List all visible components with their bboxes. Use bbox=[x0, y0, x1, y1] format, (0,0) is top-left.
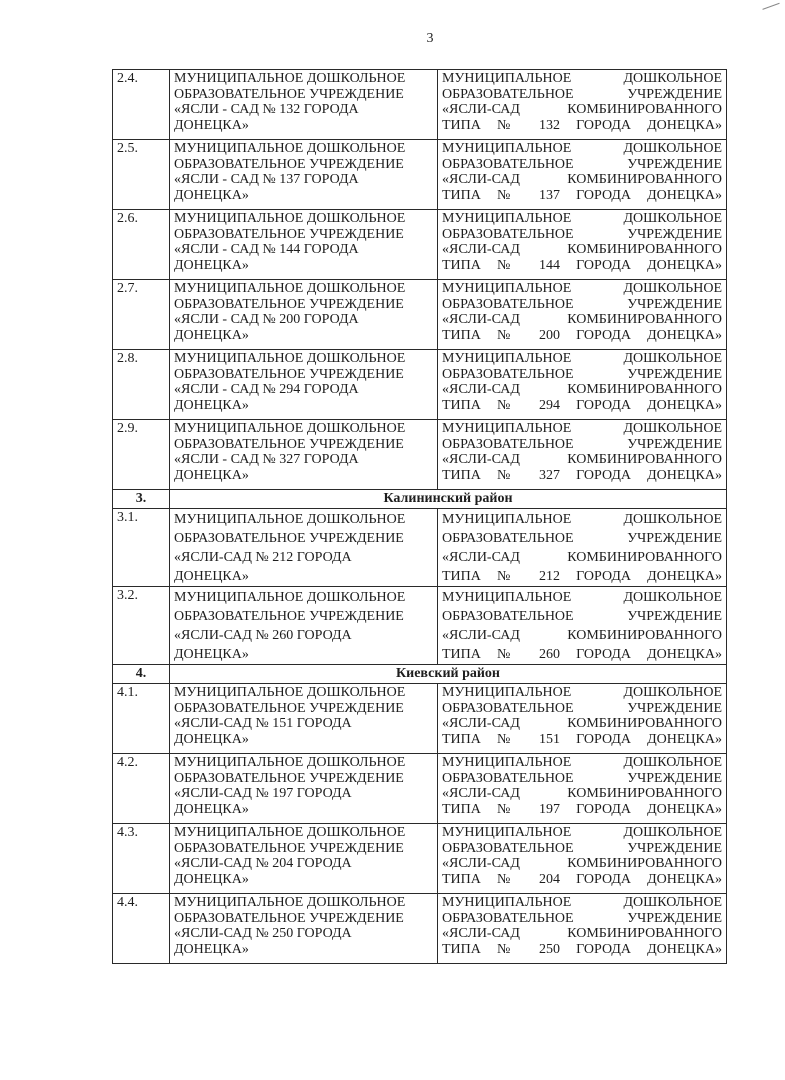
new-name-cell bbox=[438, 894, 727, 964]
new-name-line: ТИПА № 137 ГОРОДА ДОНЕЦКА» bbox=[442, 187, 722, 203]
section-number: 3. bbox=[113, 490, 170, 509]
current-name-line: «ЯСЛИ - САД № 144 ГОРОДА bbox=[174, 242, 359, 257]
new-name-line: «ЯСЛИ-САД КОМБИНИРОВАННОГО bbox=[442, 102, 722, 117]
current-name-line: МУНИЦИПАЛЬНОЕ ДОШКОЛЬНОЕ bbox=[174, 211, 406, 226]
row-number: 4.2. bbox=[113, 754, 170, 824]
current-name-line: ДОНЕЦКА» bbox=[174, 467, 249, 483]
table-row bbox=[113, 280, 727, 350]
current-name-line: ОБРАЗОВАТЕЛЬНОЕ УЧРЕЖДЕНИЕ bbox=[174, 531, 404, 546]
current-name-line: «ЯСЛИ - САД № 132 ГОРОДА bbox=[174, 102, 359, 117]
section-title: Киевский район bbox=[170, 665, 727, 684]
new-name-cell bbox=[438, 587, 727, 665]
new-name-line: «ЯСЛИ-САД КОМБИНИРОВАННОГО bbox=[442, 312, 722, 327]
current-name-line: ОБРАЗОВАТЕЛЬНОЕ УЧРЕЖДЕНИЕ bbox=[174, 366, 404, 382]
current-name-line: ДОНЕЦКА» bbox=[174, 257, 249, 273]
page-number: 3 bbox=[426, 31, 434, 46]
row-number: 2.9. bbox=[113, 420, 170, 490]
current-name-line: ДОНЕЦКА» bbox=[174, 871, 249, 887]
new-name-line: ТИПА № 294 ГОРОДА ДОНЕЦКА» bbox=[442, 397, 722, 413]
scan-edge-mark bbox=[760, 0, 779, 10]
current-name-line: ДОНЕЦКА» bbox=[174, 397, 249, 413]
current-name-line: «ЯСЛИ - САД № 294 ГОРОДА bbox=[174, 382, 359, 397]
current-name-line: МУНИЦИПАЛЬНОЕ ДОШКОЛЬНОЕ bbox=[174, 755, 406, 770]
current-name-line: ОБРАЗОВАТЕЛЬНОЕ УЧРЕЖДЕНИЕ bbox=[174, 840, 404, 856]
new-name-line: ТИПА № 197 ГОРОДА ДОНЕЦКА» bbox=[442, 801, 722, 817]
current-name-line: ОБРАЗОВАТЕЛЬНОЕ УЧРЕЖДЕНИЕ bbox=[174, 296, 404, 312]
current-name-line: МУНИЦИПАЛЬНОЕ ДОШКОЛЬНОЕ bbox=[174, 351, 406, 366]
new-name-line: МУНИЦИПАЛЬНОЕ ДОШКОЛЬНОЕ bbox=[442, 71, 722, 86]
new-name-line: ТИПА № 151 ГОРОДА ДОНЕЦКА» bbox=[442, 731, 722, 747]
row-number: 2.4. bbox=[113, 70, 170, 140]
new-name-line: ОБРАЗОВАТЕЛЬНОЕ УЧРЕЖДЕНИЕ bbox=[442, 366, 722, 382]
new-name-line: МУНИЦИПАЛЬНОЕ ДОШКОЛЬНОЕ bbox=[442, 590, 722, 605]
current-name-line: ДОНЕЦКА» bbox=[174, 327, 249, 343]
new-name-cell bbox=[438, 420, 727, 490]
current-name-line: МУНИЦИПАЛЬНОЕ ДОШКОЛЬНОЕ bbox=[174, 281, 406, 296]
new-name-cell bbox=[438, 824, 727, 894]
new-name-line: «ЯСЛИ-САД КОМБИНИРОВАННОГО bbox=[442, 242, 722, 257]
new-name-line: МУНИЦИПАЛЬНОЕ ДОШКОЛЬНОЕ bbox=[442, 825, 722, 840]
new-name-cell bbox=[438, 350, 727, 420]
current-name-line: «ЯСЛИ - САД № 200 ГОРОДА bbox=[174, 312, 359, 327]
table-row bbox=[113, 587, 727, 665]
current-name-line: ОБРАЗОВАТЕЛЬНОЕ УЧРЕЖДЕНИЕ bbox=[174, 770, 404, 786]
current-name-cell bbox=[170, 280, 438, 350]
new-name-line: ОБРАЗОВАТЕЛЬНОЕ УЧРЕЖДЕНИЕ bbox=[442, 840, 722, 856]
current-name-cell bbox=[170, 420, 438, 490]
new-name-line: «ЯСЛИ-САД КОМБИНИРОВАННОГО bbox=[442, 172, 722, 187]
new-name-line: МУНИЦИПАЛЬНОЕ ДОШКОЛЬНОЕ bbox=[442, 281, 722, 296]
new-name-line: «ЯСЛИ-САД КОМБИНИРОВАННОГО bbox=[442, 550, 722, 565]
new-name-line: ОБРАЗОВАТЕЛЬНОЕ УЧРЕЖДЕНИЕ bbox=[442, 226, 722, 242]
current-name-line: МУНИЦИПАЛЬНОЕ ДОШКОЛЬНОЕ bbox=[174, 141, 406, 156]
table-row bbox=[113, 754, 727, 824]
new-name-cell bbox=[438, 684, 727, 754]
current-name-line: ДОНЕЦКА» bbox=[174, 647, 249, 662]
current-name-cell bbox=[170, 894, 438, 964]
current-name-line: МУНИЦИПАЛЬНОЕ ДОШКОЛЬНОЕ bbox=[174, 685, 406, 700]
row-number: 3.2. bbox=[113, 587, 170, 665]
current-name-line: ОБРАЗОВАТЕЛЬНОЕ УЧРЕЖДЕНИЕ bbox=[174, 436, 404, 452]
new-name-line: ТИПА № 200 ГОРОДА ДОНЕЦКА» bbox=[442, 327, 722, 343]
new-name-cell bbox=[438, 280, 727, 350]
new-name-line: МУНИЦИПАЛЬНОЕ ДОШКОЛЬНОЕ bbox=[442, 685, 722, 700]
current-name-line: МУНИЦИПАЛЬНОЕ ДОШКОЛЬНОЕ bbox=[174, 421, 406, 436]
current-name-line: «ЯСЛИ-САД № 250 ГОРОДА bbox=[174, 926, 352, 941]
new-name-line: ТИПА № 250 ГОРОДА ДОНЕЦКА» bbox=[442, 941, 722, 957]
table-row bbox=[113, 824, 727, 894]
new-name-line: МУНИЦИПАЛЬНОЕ ДОШКОЛЬНОЕ bbox=[442, 421, 722, 436]
table-row bbox=[113, 210, 727, 280]
current-name-cell bbox=[170, 350, 438, 420]
new-name-line: ТИПА № 144 ГОРОДА ДОНЕЦКА» bbox=[442, 257, 722, 273]
current-name-cell bbox=[170, 140, 438, 210]
row-number: 2.7. bbox=[113, 280, 170, 350]
row-number: 4.3. bbox=[113, 824, 170, 894]
current-name-line: ОБРАЗОВАТЕЛЬНОЕ УЧРЕЖДЕНИЕ bbox=[174, 910, 404, 926]
institutions-table bbox=[112, 69, 727, 964]
new-name-line: ОБРАЗОВАТЕЛЬНОЕ УЧРЕЖДЕНИЕ bbox=[442, 770, 722, 786]
section-number: 4. bbox=[113, 665, 170, 684]
new-name-line: ОБРАЗОВАТЕЛЬНОЕ УЧРЕЖДЕНИЕ bbox=[442, 156, 722, 172]
table-row bbox=[113, 70, 727, 140]
current-name-line: МУНИЦИПАЛЬНОЕ ДОШКОЛЬНОЕ bbox=[174, 825, 406, 840]
current-name-line: «ЯСЛИ-САД № 204 ГОРОДА bbox=[174, 856, 352, 871]
current-name-line: ДОНЕЦКА» bbox=[174, 187, 249, 203]
row-number: 3.1. bbox=[113, 509, 170, 587]
new-name-line: ОБРАЗОВАТЕЛЬНОЕ УЧРЕЖДЕНИЕ bbox=[442, 436, 722, 452]
row-number: 2.5. bbox=[113, 140, 170, 210]
section-row bbox=[113, 665, 727, 684]
new-name-line: «ЯСЛИ-САД КОМБИНИРОВАННОГО bbox=[442, 716, 722, 731]
current-name-line: «ЯСЛИ-САД № 260 ГОРОДА bbox=[174, 628, 352, 643]
new-name-line: МУНИЦИПАЛЬНОЕ ДОШКОЛЬНОЕ bbox=[442, 141, 722, 156]
table-row bbox=[113, 420, 727, 490]
current-name-line: ДОНЕЦКА» bbox=[174, 117, 249, 133]
new-name-line: ТИПА № 212 ГОРОДА ДОНЕЦКА» bbox=[442, 569, 722, 584]
current-name-cell bbox=[170, 509, 438, 587]
current-name-line: ОБРАЗОВАТЕЛЬНОЕ УЧРЕЖДЕНИЕ bbox=[174, 226, 404, 242]
new-name-line: ОБРАЗОВАТЕЛЬНОЕ УЧРЕЖДЕНИЕ bbox=[442, 910, 722, 926]
new-name-line: МУНИЦИПАЛЬНОЕ ДОШКОЛЬНОЕ bbox=[442, 512, 722, 527]
row-number: 4.1. bbox=[113, 684, 170, 754]
new-name-line: ОБРАЗОВАТЕЛЬНОЕ УЧРЕЖДЕНИЕ bbox=[442, 86, 722, 102]
new-name-line: «ЯСЛИ-САД КОМБИНИРОВАННОГО bbox=[442, 628, 722, 643]
current-name-line: ДОНЕЦКА» bbox=[174, 801, 249, 817]
current-name-line: МУНИЦИПАЛЬНОЕ ДОШКОЛЬНОЕ bbox=[174, 895, 406, 910]
section-title: Калининский район bbox=[170, 490, 727, 509]
row-number: 2.8. bbox=[113, 350, 170, 420]
new-name-line: «ЯСЛИ-САД КОМБИНИРОВАННОГО bbox=[442, 452, 722, 467]
current-name-line: МУНИЦИПАЛЬНОЕ ДОШКОЛЬНОЕ bbox=[174, 71, 406, 86]
current-name-line: МУНИЦИПАЛЬНОЕ ДОШКОЛЬНОЕ bbox=[174, 512, 406, 527]
current-name-line: ОБРАЗОВАТЕЛЬНОЕ УЧРЕЖДЕНИЕ bbox=[174, 86, 404, 102]
new-name-line: ОБРАЗОВАТЕЛЬНОЕ УЧРЕЖДЕНИЕ bbox=[442, 609, 722, 624]
current-name-line: «ЯСЛИ - САД № 327 ГОРОДА bbox=[174, 452, 359, 467]
current-name-line: ДОНЕЦКА» bbox=[174, 731, 249, 747]
current-name-line: «ЯСЛИ-САД № 197 ГОРОДА bbox=[174, 786, 352, 801]
current-name-line: ДОНЕЦКА» bbox=[174, 569, 249, 584]
new-name-line: ТИПА № 204 ГОРОДА ДОНЕЦКА» bbox=[442, 871, 722, 887]
table-row bbox=[113, 684, 727, 754]
new-name-line: ТИПА № 132 ГОРОДА ДОНЕЦКА» bbox=[442, 117, 722, 133]
current-name-line: ОБРАЗОВАТЕЛЬНОЕ УЧРЕЖДЕНИЕ bbox=[174, 156, 404, 172]
new-name-line: МУНИЦИПАЛЬНОЕ ДОШКОЛЬНОЕ bbox=[442, 755, 722, 770]
current-name-line: «ЯСЛИ-САД № 151 ГОРОДА bbox=[174, 716, 352, 731]
table-row bbox=[113, 894, 727, 964]
current-name-cell bbox=[170, 210, 438, 280]
new-name-line: МУНИЦИПАЛЬНОЕ ДОШКОЛЬНОЕ bbox=[442, 351, 722, 366]
table-row bbox=[113, 140, 727, 210]
current-name-cell bbox=[170, 824, 438, 894]
new-name-line: ОБРАЗОВАТЕЛЬНОЕ УЧРЕЖДЕНИЕ bbox=[442, 296, 722, 312]
current-name-line: МУНИЦИПАЛЬНОЕ ДОШКОЛЬНОЕ bbox=[174, 590, 406, 605]
section-row bbox=[113, 490, 727, 509]
current-name-line: ОБРАЗОВАТЕЛЬНОЕ УЧРЕЖДЕНИЕ bbox=[174, 700, 404, 716]
new-name-line: ТИПА № 260 ГОРОДА ДОНЕЦКА» bbox=[442, 647, 722, 662]
new-name-line: «ЯСЛИ-САД КОМБИНИРОВАННОГО bbox=[442, 382, 722, 397]
new-name-cell bbox=[438, 754, 727, 824]
new-name-cell bbox=[438, 210, 727, 280]
new-name-line: ТИПА № 327 ГОРОДА ДОНЕЦКА» bbox=[442, 467, 722, 483]
current-name-cell bbox=[170, 587, 438, 665]
current-name-line: «ЯСЛИ-САД № 212 ГОРОДА bbox=[174, 550, 352, 565]
current-name-line: «ЯСЛИ - САД № 137 ГОРОДА bbox=[174, 172, 359, 187]
current-name-line: ОБРАЗОВАТЕЛЬНОЕ УЧРЕЖДЕНИЕ bbox=[174, 609, 404, 624]
new-name-line: ОБРАЗОВАТЕЛЬНОЕ УЧРЕЖДЕНИЕ bbox=[442, 700, 722, 716]
table-row bbox=[113, 350, 727, 420]
current-name-cell bbox=[170, 684, 438, 754]
new-name-line: «ЯСЛИ-САД КОМБИНИРОВАННОГО bbox=[442, 856, 722, 871]
new-name-line: МУНИЦИПАЛЬНОЕ ДОШКОЛЬНОЕ bbox=[442, 211, 722, 226]
new-name-cell bbox=[438, 509, 727, 587]
new-name-line: «ЯСЛИ-САД КОМБИНИРОВАННОГО bbox=[442, 786, 722, 801]
current-name-cell bbox=[170, 754, 438, 824]
new-name-cell bbox=[438, 70, 727, 140]
new-name-line: ОБРАЗОВАТЕЛЬНОЕ УЧРЕЖДЕНИЕ bbox=[442, 531, 722, 546]
row-number: 4.4. bbox=[113, 894, 170, 964]
row-number: 2.6. bbox=[113, 210, 170, 280]
table-row bbox=[113, 509, 727, 587]
new-name-cell bbox=[438, 140, 727, 210]
current-name-cell bbox=[170, 70, 438, 140]
current-name-line: ДОНЕЦКА» bbox=[174, 941, 249, 957]
table-body bbox=[113, 70, 727, 964]
new-name-line: МУНИЦИПАЛЬНОЕ ДОШКОЛЬНОЕ bbox=[442, 895, 722, 910]
new-name-line: «ЯСЛИ-САД КОМБИНИРОВАННОГО bbox=[442, 926, 722, 941]
